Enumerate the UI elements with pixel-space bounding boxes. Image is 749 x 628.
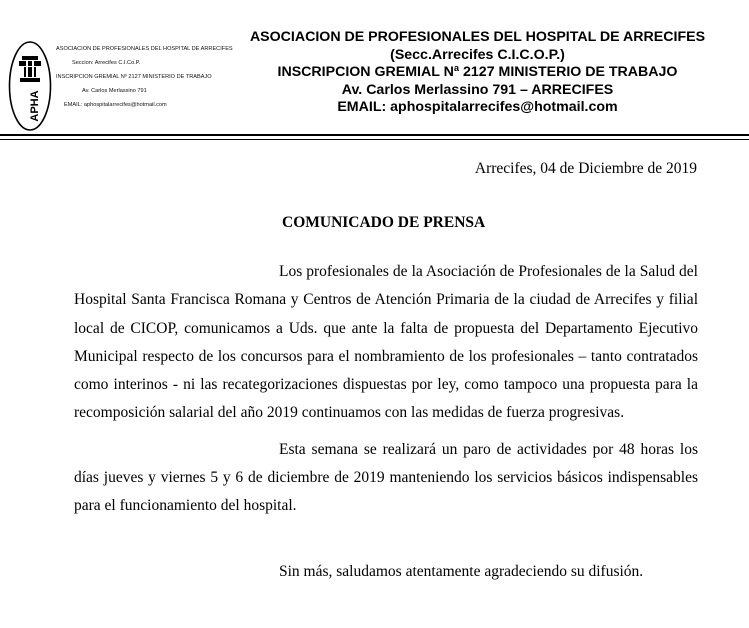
logo-line: Seccion: Arrecifes C.I.Co.P. [72,60,141,66]
association-name: ASOCIACION DE PROFESIONALES DEL HOSPITAL DE ARRECIFES [249,29,706,45]
email-line: EMAIL: aphospitalarrecifes@hotmail.com [337,99,618,116]
press-release-body [74,258,698,521]
paragraph: Esta semana se realizará un paro de actividades por 48 horas los días jueves y viernes 5 y 6 de diciembre de 2019 manteniendo los servicios básicos indispensables para el funcionamiento del hospital. [74,440,698,515]
letterhead [0,22,749,142]
document-title: COMUNICADO DE PRENSA [282,214,486,231]
document-date: Arrecifes, 04 de Diciembre de 2019 [474,160,697,177]
closing-line: Sin más, saludamos atentamente agradeciendo su difusión. [279,563,644,580]
logo-line: EMAIL: aphospitalarrecifes@hotmail.com [64,102,167,108]
registration-line: INSCRIPCION GREMIAL Nª 2127 MINISTERIO DE TRABAJO [277,64,678,81]
header-rule-thin [0,139,749,140]
address-line: Av. Carlos Merlassino 791 – ARRECIFES [341,81,614,98]
seal-text: APHA [29,90,41,122]
header-rule-thick [0,134,749,136]
logo-line: INSCRIPCION GREMIAL Nº 2127 MINISTERIO DE TRABAJO [56,74,212,80]
logo-line: Av. Carlos Merlassino 791 [82,88,147,94]
logo-block [4,26,233,144]
apha-seal-logo [8,40,52,132]
section-name: (Secc.Arrecifes C.I.C.O.P.) [390,46,565,63]
paragraph: Los profesionales de la Asociación de Profesionales de la Salud del Hospital Santa Francisca Romana y Centros de Atención Primaria de la ciudad de Arrecifes y filial local de CICOP, comunicamos a Uds. que ante la falta de propuesta del Departamento Ejecutivo Municipal respecto de los concursos para el nombramiento de los profesionales – tanto contratados como interinos - ni las recategorizaciones dispuestas por ley, como tampoco una propuesta para la recomposición salarial del año 2019 continuamos con las medidas de fuerza progresivas. [74,263,698,422]
logo-text-lines [56,42,233,112]
letterhead-heading [210,29,745,117]
logo-line: ASOCIACION DE PROFESIONALES DEL HOSPITAL DE ARRECIFES [56,46,233,52]
